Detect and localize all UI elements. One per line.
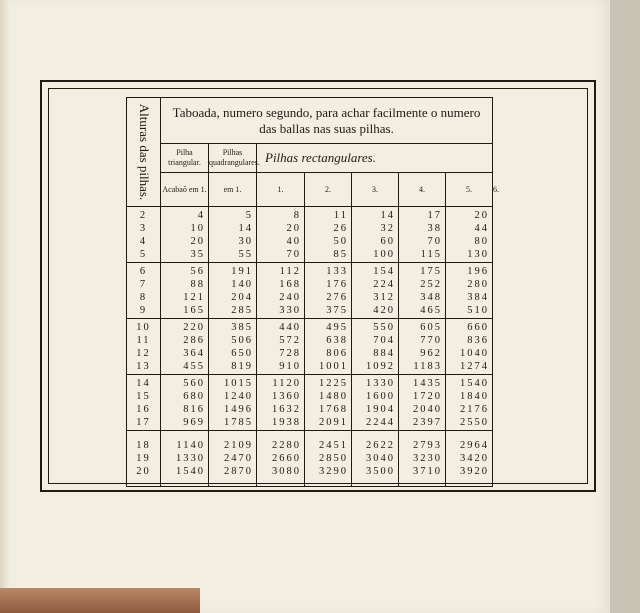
pile-count: 420 (373, 304, 395, 316)
pile-count: 80 (474, 235, 490, 247)
pile-count: 3500 (366, 466, 395, 477)
height-value: 5 (139, 248, 148, 260)
pile-count: 550 (373, 321, 395, 333)
pile-count: 440 (279, 321, 301, 333)
pile-count: 20 (286, 222, 301, 234)
pile-count: 14 (238, 222, 253, 234)
pile-count: 660 (467, 321, 490, 333)
pile-count: 130 (467, 248, 490, 260)
table-row (127, 375, 493, 431)
pile-count: 3080 (272, 466, 301, 477)
pile-count: 286 (183, 334, 205, 346)
pile-count: 1001 (319, 360, 348, 372)
pile-count: 165 (183, 304, 205, 316)
book-gutter (0, 0, 10, 613)
height-value: 13 (136, 360, 151, 372)
pile-count: 40 (286, 235, 301, 247)
pile-count: 2660 (272, 453, 301, 464)
value-cell (161, 375, 209, 431)
height-value: 9 (139, 304, 148, 316)
value-cell (305, 375, 352, 431)
pile-count: 10 (190, 222, 205, 234)
pile-count: 176 (326, 278, 348, 290)
value-cell (399, 431, 446, 487)
value-cell (209, 375, 257, 431)
value-cell (209, 319, 257, 375)
pile-count: 1274 (460, 360, 490, 372)
pile-count: 605 (420, 321, 442, 333)
pile-count: 465 (420, 304, 442, 316)
header-triangular-sub: Acabaõ em 1. (161, 173, 209, 207)
pile-count: 819 (231, 360, 253, 372)
pile-count: 2451 (319, 440, 348, 451)
pile-count: 55 (238, 248, 253, 260)
height-value: 17 (136, 416, 151, 428)
height-cell (127, 375, 161, 431)
book-binding (0, 588, 200, 613)
pile-count: 70 (427, 235, 442, 247)
pile-count: 2091 (319, 416, 348, 428)
height-value: 14 (136, 377, 151, 389)
pile-count: 1435 (413, 377, 442, 389)
pile-count: 969 (183, 416, 205, 428)
pile-count: 50 (333, 235, 348, 247)
height-value: 2 (139, 209, 148, 221)
header-rect-col-1: 1. (257, 173, 305, 207)
header-rect-col-5: 5. (446, 173, 493, 207)
height-value: 8 (139, 291, 148, 303)
value-cell (399, 207, 446, 263)
pile-count: 1480 (319, 390, 348, 402)
pile-count: 220 (183, 321, 205, 333)
value-cell (352, 375, 399, 431)
pile-count: 20 (190, 235, 205, 247)
pile-count: 100 (373, 248, 395, 260)
pile-count: 2470 (224, 453, 253, 464)
pile-count: 88 (190, 278, 205, 290)
pile-count: 2870 (224, 466, 253, 477)
pile-count: 252 (420, 278, 442, 290)
pile-count: 60 (380, 235, 395, 247)
height-value: 3 (139, 222, 148, 234)
pile-count: 2550 (460, 416, 490, 428)
pile-count: 1938 (272, 416, 301, 428)
pile-count: 44 (474, 222, 490, 234)
pile-count: 2622 (366, 440, 395, 451)
pile-count: 32 (380, 222, 395, 234)
pile-count: 168 (279, 278, 301, 290)
pile-count: 35 (190, 248, 205, 260)
value-cell (399, 375, 446, 431)
pile-count: 2397 (413, 416, 442, 428)
value-cell (446, 319, 493, 375)
pile-count: 30 (238, 235, 253, 247)
header-rectangular: Pilhas rectangulares. (257, 144, 493, 173)
height-cell (127, 207, 161, 263)
value-cell (161, 319, 209, 375)
pile-count: 495 (326, 321, 348, 333)
pile-count: 1540 (176, 466, 205, 477)
pile-count: 1225 (319, 377, 348, 389)
pile-count: 1600 (366, 390, 395, 402)
height-value: 19 (136, 453, 151, 464)
pile-count: 196 (467, 265, 490, 277)
pile-count: 8 (293, 209, 301, 221)
table-row (127, 319, 493, 375)
value-cell (161, 207, 209, 263)
pile-count: 962 (420, 347, 442, 359)
pile-count: 770 (420, 334, 442, 346)
value-cell (305, 207, 352, 263)
value-cell (209, 431, 257, 487)
pile-count: 1092 (366, 360, 395, 372)
pile-count: 224 (373, 278, 395, 290)
value-cell (161, 263, 209, 319)
pile-count: 1183 (413, 360, 442, 372)
pile-count: 204 (231, 291, 253, 303)
pile-count: 2040 (413, 403, 442, 415)
pile-count: 638 (326, 334, 348, 346)
pile-count: 26 (333, 222, 348, 234)
value-cell (209, 263, 257, 319)
pile-count: 3710 (413, 466, 442, 477)
height-value: 20 (136, 466, 151, 477)
pile-count: 384 (467, 291, 490, 303)
header-triangular: Pilha triangular. (161, 144, 209, 173)
pile-count: 1540 (460, 377, 490, 389)
value-cell (209, 207, 257, 263)
pile-count: 285 (231, 304, 253, 316)
header-rect-col-3: 3. (352, 173, 399, 207)
pile-count: 1015 (224, 377, 253, 389)
pile-count: 11 (333, 209, 348, 221)
cannonball-pile-table (126, 97, 493, 487)
pile-count: 2850 (319, 453, 348, 464)
pile-count: 2964 (460, 440, 490, 451)
pile-count: 1785 (224, 416, 253, 428)
header-rect-col-2: 2. (305, 173, 352, 207)
side-label: Alturas das pilhas. (136, 103, 152, 201)
pile-count: 816 (183, 403, 205, 415)
table-title: Taboada, numero segundo, para achar facilmente o numero das ballas nas suas pilhas. (161, 98, 493, 144)
pile-count: 121 (183, 291, 205, 303)
value-cell (305, 319, 352, 375)
pile-count: 910 (279, 360, 301, 372)
pile-count: 364 (183, 347, 205, 359)
pile-count: 1330 (176, 453, 205, 464)
height-value: 15 (136, 390, 151, 402)
value-cell (257, 207, 305, 263)
value-cell (352, 263, 399, 319)
pile-count: 3040 (366, 453, 395, 464)
value-cell (352, 207, 399, 263)
pile-count: 17 (427, 209, 442, 221)
pile-count: 836 (467, 334, 490, 346)
value-cell (446, 375, 493, 431)
value-cell (399, 263, 446, 319)
table-row (127, 431, 493, 487)
height-value: 18 (136, 440, 151, 451)
value-cell (352, 319, 399, 375)
height-value: 10 (136, 321, 151, 333)
pile-count: 70 (286, 248, 301, 260)
pile-count: 385 (231, 321, 253, 333)
pile-count: 312 (373, 291, 395, 303)
pile-count: 680 (183, 390, 205, 402)
value-cell (446, 431, 493, 487)
pile-count: 348 (420, 291, 442, 303)
pile-count: 2793 (413, 440, 442, 451)
value-cell (257, 319, 305, 375)
pile-count: 240 (279, 291, 301, 303)
pile-count: 455 (183, 360, 205, 372)
pile-count: 191 (231, 265, 253, 277)
pile-count: 510 (467, 304, 490, 316)
pile-count: 38 (427, 222, 442, 234)
pile-count: 175 (420, 265, 442, 277)
pile-count: 2176 (460, 403, 490, 415)
height-cell (127, 319, 161, 375)
table-row (127, 207, 493, 263)
pile-count: 112 (279, 265, 301, 277)
pile-count: 115 (420, 248, 442, 260)
pile-count: 650 (231, 347, 253, 359)
pile-count: 704 (373, 334, 395, 346)
height-cell (127, 263, 161, 319)
height-cell (127, 431, 161, 487)
value-cell (305, 263, 352, 319)
header-rect-col-4: 4. (399, 173, 446, 207)
header-quadrangular-sub: em 1. (209, 173, 257, 207)
value-cell (446, 263, 493, 319)
value-cell (399, 319, 446, 375)
value-cell (257, 263, 305, 319)
pile-count: 1330 (366, 377, 395, 389)
pile-count: 1904 (366, 403, 395, 415)
pile-count: 884 (373, 347, 395, 359)
pile-count: 3290 (319, 466, 348, 477)
pile-count: 154 (373, 265, 395, 277)
value-cell (352, 431, 399, 487)
pile-count: 375 (326, 304, 348, 316)
pile-count: 280 (467, 278, 490, 290)
pile-count: 506 (231, 334, 253, 346)
pile-count: 3420 (460, 453, 490, 464)
pile-count: 560 (183, 377, 205, 389)
pile-count: 1120 (272, 377, 301, 389)
value-cell (257, 431, 305, 487)
header-quadrangular: Pilhas quadrangulares. (209, 144, 257, 173)
height-value: 16 (136, 403, 151, 415)
pile-count: 330 (279, 304, 301, 316)
side-label-cell (127, 98, 161, 207)
pile-count: 1040 (460, 347, 490, 359)
pile-count: 2109 (224, 440, 253, 451)
pile-count: 1496 (224, 403, 253, 415)
pile-count: 4 (197, 209, 205, 221)
pile-count: 276 (326, 291, 348, 303)
value-cell (305, 431, 352, 487)
height-value: 7 (139, 278, 148, 290)
pile-count: 20 (474, 209, 490, 221)
pile-count: 1140 (176, 440, 205, 451)
height-value: 6 (139, 265, 148, 277)
height-value: 11 (136, 334, 151, 346)
height-value: 4 (139, 235, 148, 247)
pile-count: 2244 (366, 416, 395, 428)
table-row (127, 263, 493, 319)
pile-count: 806 (326, 347, 348, 359)
value-cell (161, 431, 209, 487)
pile-count: 1240 (224, 390, 253, 402)
pile-count: 1360 (272, 390, 301, 402)
pile-count: 1768 (319, 403, 348, 415)
pile-count: 2280 (272, 440, 301, 451)
pile-count: 1632 (272, 403, 301, 415)
pile-count: 140 (231, 278, 253, 290)
pile-count: 14 (380, 209, 395, 221)
pile-count: 1720 (413, 390, 442, 402)
pile-count: 133 (326, 265, 348, 277)
value-cell (446, 207, 493, 263)
pile-count: 3920 (460, 466, 490, 477)
height-value: 12 (136, 347, 151, 359)
pile-count: 728 (279, 347, 301, 359)
pile-count: 56 (190, 265, 205, 277)
pile-count: 85 (333, 248, 348, 260)
pile-count: 3230 (413, 453, 442, 464)
pile-count: 1840 (460, 390, 490, 402)
pile-count: 572 (279, 334, 301, 346)
pile-count: 5 (245, 209, 253, 221)
value-cell (257, 375, 305, 431)
